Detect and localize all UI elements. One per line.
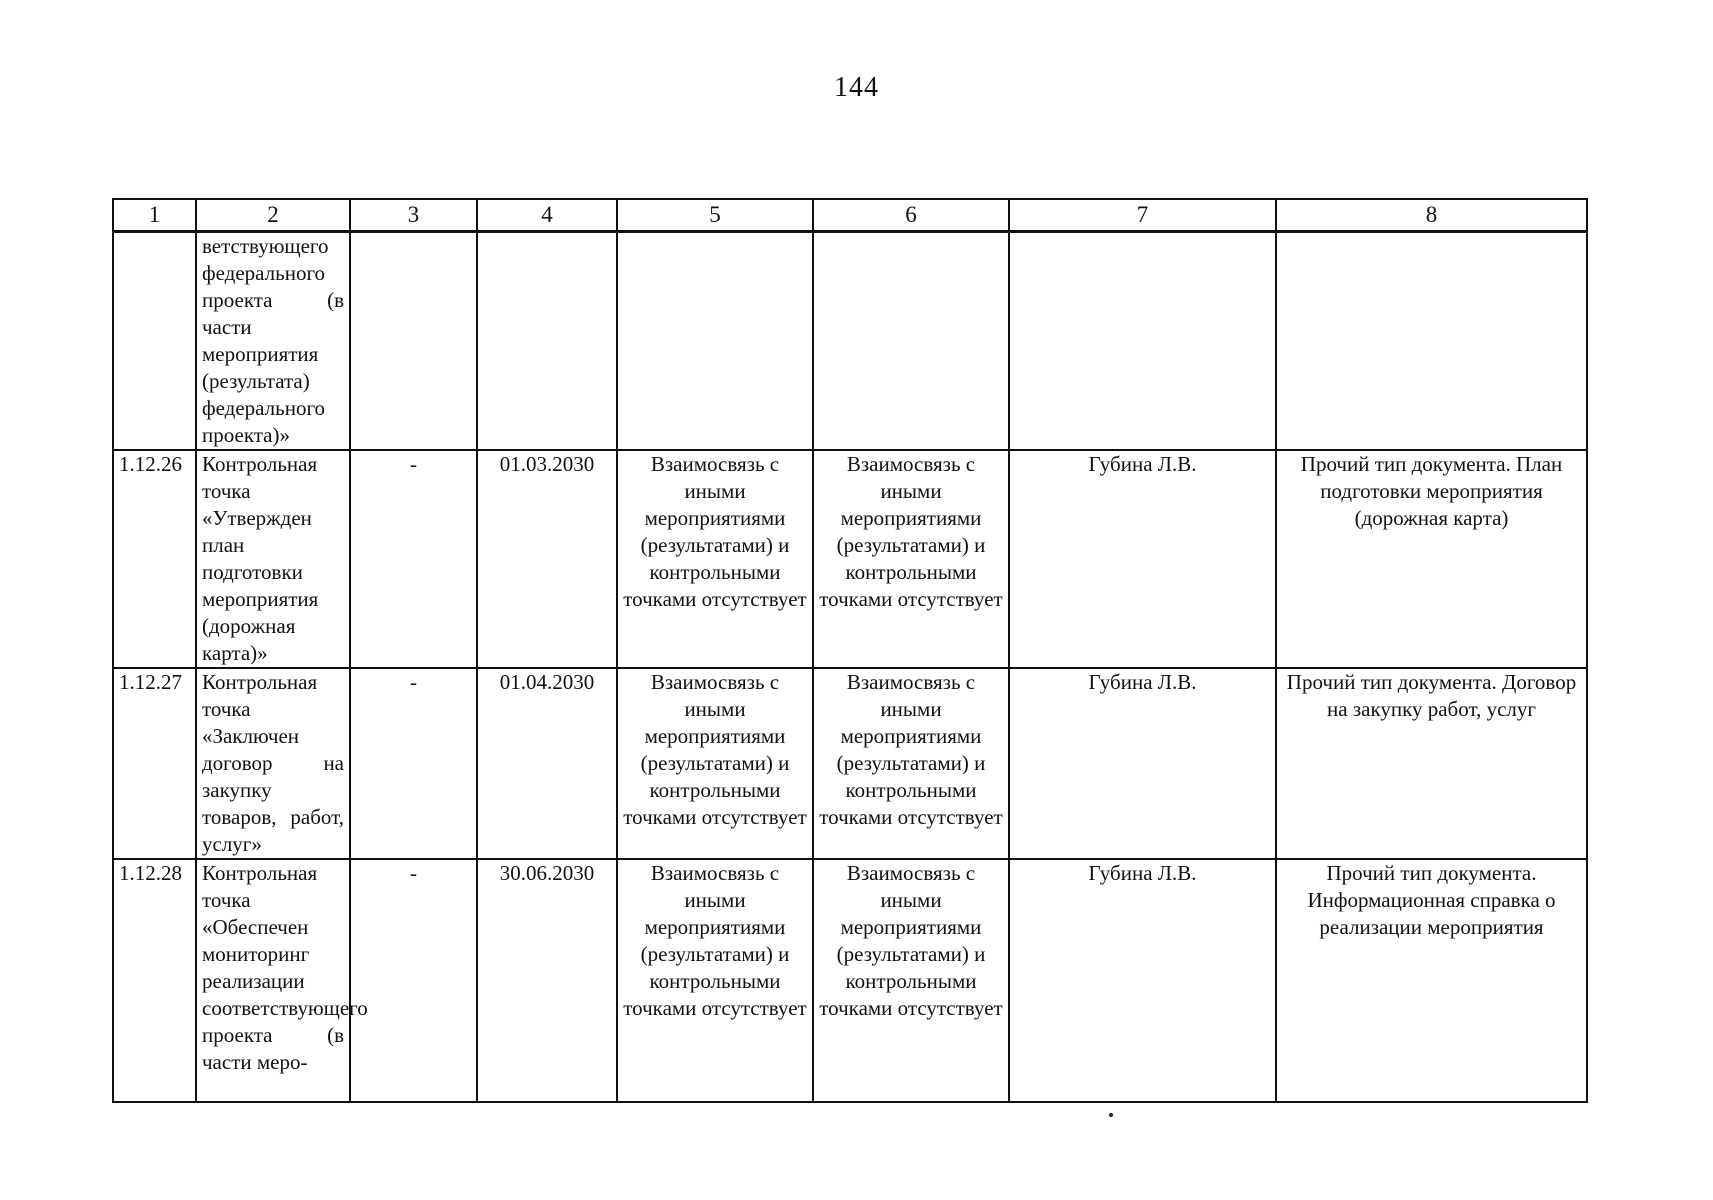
column-header-6: 6 [813, 199, 1009, 232]
due-date: 30.06.2030 [477, 859, 617, 1102]
header-row [113, 199, 1587, 232]
successor-relation: Взаимосвязь с иными мероприятиями (результатами) и контрольными точками отсутствует [813, 859, 1009, 1102]
column-3-value: - [350, 859, 477, 1102]
table-row [113, 232, 1587, 451]
due-date: 01.03.2030 [477, 450, 617, 668]
responsible-person: Губина Л.В. [1009, 668, 1276, 859]
document-type: Прочий тип документа. Информационная справка о реализации мероприятия [1276, 859, 1587, 1102]
responsible-person: Губина Л.В. [1009, 859, 1276, 1102]
column-header-3: 3 [350, 199, 477, 232]
scan-artifact-dot [1109, 1113, 1113, 1117]
events-table [112, 198, 1588, 1103]
column-header-7: 7 [1009, 199, 1276, 232]
column-header-8: 8 [1276, 199, 1587, 232]
row-number: 1.12.28 [113, 859, 196, 1102]
row-number: 1.12.26 [113, 450, 196, 668]
column-3-value [350, 232, 477, 451]
row-number [113, 232, 196, 451]
checkpoint-description: Контрольная точка «Обеспечен мониторинг реализации соответствующего проекта (в части меро- [196, 859, 350, 1102]
responsible-person: Губина Л.В. [1009, 450, 1276, 668]
column-header-1: 1 [113, 199, 196, 232]
page-number: 144 [834, 72, 879, 103]
due-date: 01.04.2030 [477, 668, 617, 859]
predecessor-relation: Взаимосвязь с иными мероприятиями (результатами) и контрольными точками отсутствует [617, 450, 813, 668]
column-header-4: 4 [477, 199, 617, 232]
row-number: 1.12.27 [113, 668, 196, 859]
column-3-value: - [350, 450, 477, 668]
predecessor-relation: Взаимосвязь с иными мероприятиями (результатами) и контрольными точками отсутствует [617, 859, 813, 1102]
successor-relation: Взаимосвязь с иными мероприятиями (результатами) и контрольными точками отсутствует [813, 450, 1009, 668]
predecessor-relation [617, 232, 813, 451]
document-type: Прочий тип документа. План подготовки мероприятия (дорожная карта) [1276, 450, 1587, 668]
successor-relation [813, 232, 1009, 451]
checkpoint-description: ветствующего федерального проекта (в части мероприятия (результата) федерального проекта)» [196, 232, 350, 451]
column-3-value: - [350, 668, 477, 859]
table-row [113, 859, 1587, 1102]
responsible-person [1009, 232, 1276, 451]
document-type [1276, 232, 1587, 451]
table-row [113, 450, 1587, 668]
successor-relation: Взаимосвязь с иными мероприятиями (результатами) и контрольными точками отсутствует [813, 668, 1009, 859]
column-header-2: 2 [196, 199, 350, 232]
due-date [477, 232, 617, 451]
checkpoint-description: Контрольная точка «Утвержден план подготовки мероприятия (дорожная карта)» [196, 450, 350, 668]
checkpoint-description: Контрольная точка «Заключен договор на закупку товаров, работ, услуг» [196, 668, 350, 859]
predecessor-relation: Взаимосвязь с иными мероприятиями (результатами) и контрольными точками отсутствует [617, 668, 813, 859]
table-row [113, 668, 1587, 859]
document-type: Прочий тип документа. Договор на закупку работ, услуг [1276, 668, 1587, 859]
column-header-5: 5 [617, 199, 813, 232]
